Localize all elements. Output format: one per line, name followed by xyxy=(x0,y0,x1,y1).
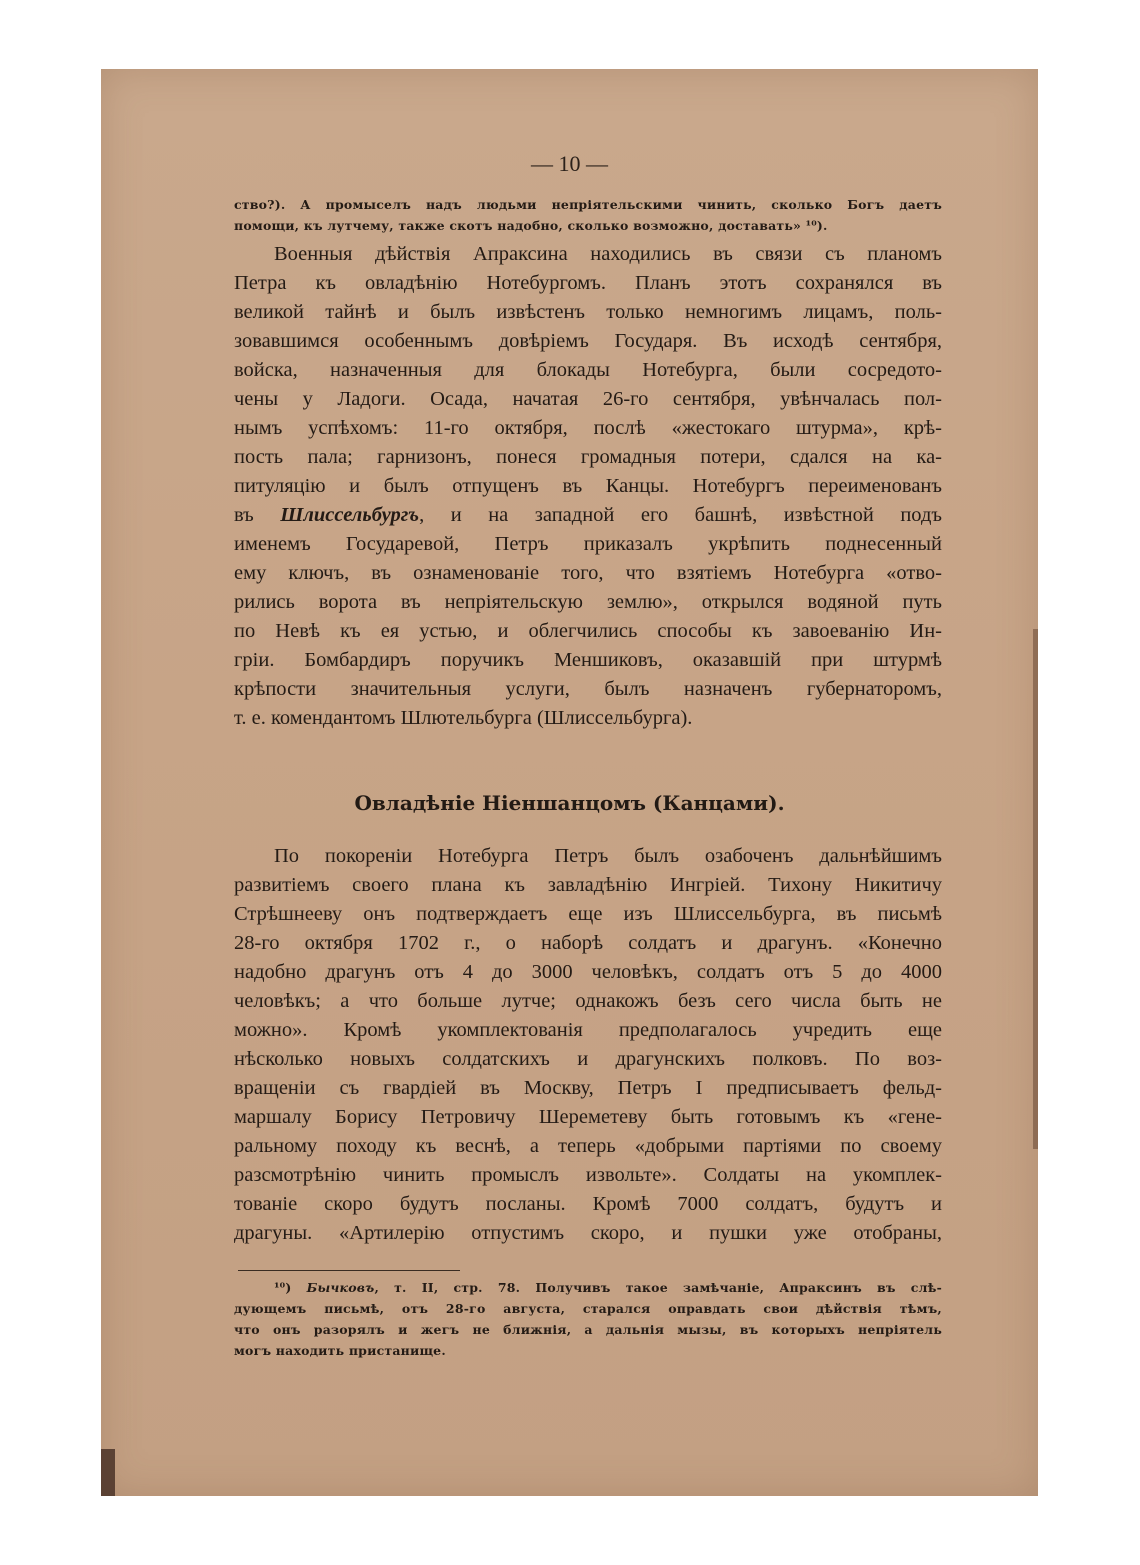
footnote-first-line xyxy=(234,1277,942,1298)
text-line-with-italic xyxy=(234,501,942,530)
text-line: вращеніи съ гвардіей въ Москву, Петръ I предписываетъ фельд- xyxy=(234,1077,942,1099)
text-fragment: , и на западной его башнѣ, извѣстной подъ xyxy=(419,504,942,526)
text-line: можно». Кромѣ укомплектованія предполагалось учредить еще xyxy=(234,1019,942,1041)
text-line: надобно драгунъ отъ 4 до 3000 человѣкъ, солдатъ отъ 5 до 4000 xyxy=(234,961,942,983)
text-line: Военныя дѣйствія Апраксина находились въ связи съ планомъ xyxy=(274,243,942,265)
text-line: пость пала; гарнизонъ, понеся громадныя потери, сдался на ка- xyxy=(234,446,942,468)
text-line: тованіе скоро будутъ посланы. Кромѣ 7000 солдатъ, будутъ и xyxy=(234,1193,942,1215)
text-line: По покореніи Нотебурга Петръ былъ озабоченъ дальнѣйшимъ xyxy=(274,845,942,867)
text-line: именемъ Государевой, Петръ приказалъ укрѣпить поднесенный xyxy=(234,533,942,555)
text-line: ральному походу къ веснѣ, а теперь «добрыми партіями по своему xyxy=(234,1135,942,1157)
text-line: рились ворота въ непріятельскую землю», открылся водяной путь xyxy=(234,591,942,613)
page-number: — 10 — xyxy=(531,151,608,176)
text-line: чены у Ладоги. Осада, начатая 26-го сентября, увѣнчалась пол- xyxy=(234,388,942,410)
scanned-page xyxy=(101,69,1038,1496)
italic-place-name: Шлиссельбургъ xyxy=(280,504,420,526)
text-line: крѣпости значительныя услуги, былъ назначенъ губернаторомъ, xyxy=(234,678,942,700)
text-line: великой тайнѣ и былъ извѣстенъ только немногимъ лицамъ, поль- xyxy=(234,301,942,323)
text-line: развитіемъ своего плана къ завладѣнію Ингріей. Тихону Никитичу xyxy=(234,874,942,896)
page-edge-shadow xyxy=(1033,629,1038,1149)
text-line: 28-го октября 1702 г., о наборѣ солдатъ и драгунъ. «Конечно xyxy=(234,932,942,954)
binding-shadow xyxy=(101,1449,115,1496)
text-fragment: , т. II, стр. 78. Получивъ такое замѣчаніе, Апраксинъ въ слѣ- xyxy=(374,1280,942,1295)
text-line: по Невѣ къ ея устью, и облегчились способы къ завоеванію Ин- xyxy=(234,620,942,642)
text-line: могъ находить пристанище. xyxy=(234,1343,446,1358)
text-line: зовавшимся особеннымъ довѣріемъ Государя. Въ исходѣ сентября, xyxy=(234,330,942,352)
text-fragment: въ xyxy=(234,504,281,526)
text-line: дующемъ письмѣ, отъ 28-го августа, старался оправдать свои дѣйствія тѣмъ, xyxy=(234,1301,942,1316)
text-line: помощи, къ лутчему, также скотъ надобно, сколько возможно, доставать» ¹⁰). xyxy=(234,218,828,233)
text-line: разсмотрѣнію чинить промыслъ извольте». Солдаты на укомплек- xyxy=(234,1164,942,1186)
text-line: ему ключъ, въ ознаменованіе того, что взятіемъ Нотебурга «отво- xyxy=(234,562,942,584)
text-line: Петра къ овладѣнію Нотебургомъ. Планъ этотъ сохранялся въ xyxy=(234,272,942,294)
footnote-marker: ¹⁰) xyxy=(274,1280,307,1295)
paragraph-2 xyxy=(234,842,942,1248)
text-line: драгуны. «Артилерію отпустимъ скоро, и пушки уже отобраны, xyxy=(234,1222,942,1244)
text-line: питуляцію и былъ отпущенъ въ Канцы. Нотебургъ переименованъ xyxy=(234,475,942,497)
text-line: что онъ разорялъ и жегъ не ближнія, а дальнія мызы, въ которыхъ непріятель xyxy=(234,1322,942,1337)
text-line: маршалу Борису Петровичу Шереметеву быть готовымъ къ «гене- xyxy=(234,1106,942,1128)
footnote-author: Бычковъ xyxy=(306,1280,375,1295)
text-line: ство?). А промыселъ надъ людьми непріятельскими чинить, сколько Богъ даетъ xyxy=(234,197,942,212)
section-heading: Овладѣніе Ніеншанцомъ (Канцами). xyxy=(354,791,785,815)
footnote-divider xyxy=(238,1270,460,1271)
text-line: т. е. комендантомъ Шлютельбурга (Шлиссельбурга). xyxy=(234,707,693,729)
text-line: нѣсколько новыхъ солдатскихъ и драгунскихъ полковъ. По воз- xyxy=(234,1048,942,1070)
text-line: Стрѣшнееву онъ подтверждаетъ еще изъ Шлиссельбурга, въ письмѣ xyxy=(234,903,942,925)
top-footnote-continuation xyxy=(234,194,942,236)
text-line: гріи. Бомбардиръ поручикъ Меншиковъ, оказавшій при штурмѣ xyxy=(234,649,942,671)
paragraph-1 xyxy=(234,240,942,733)
footnote xyxy=(234,1277,942,1361)
text-line: войска, назначенныя для блокады Нотебурга, были сосредото- xyxy=(234,359,942,381)
text-line: нымъ успѣхомъ: 11-го октября, послѣ «жестокаго штурма», крѣ- xyxy=(234,417,942,439)
text-line: человѣкъ; а что больше лутче; однакожъ безъ сего числа быть не xyxy=(234,990,942,1012)
